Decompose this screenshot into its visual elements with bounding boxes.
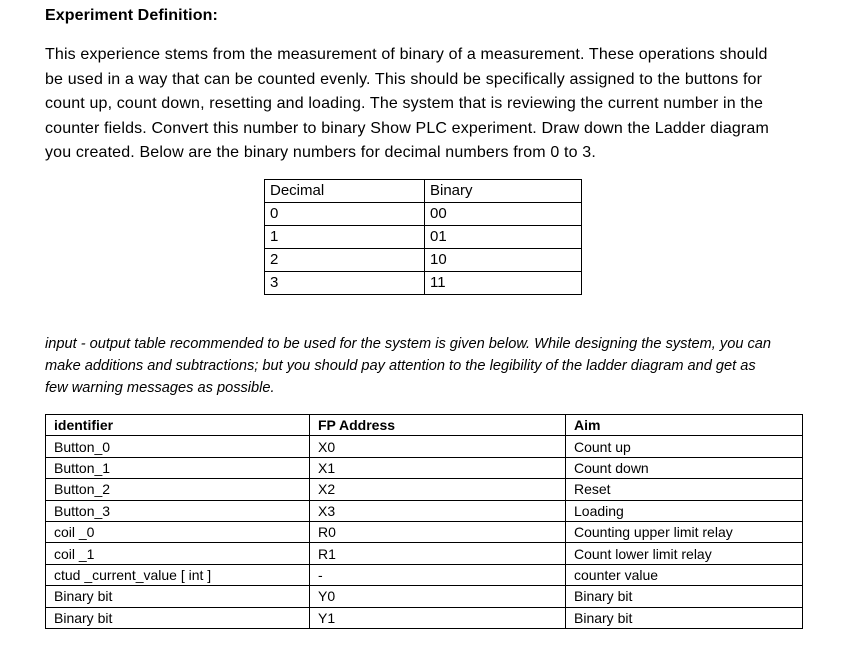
- identifier-cell: Button_3: [46, 500, 310, 521]
- description-line: counter fields. Convert this number to binary Show PLC experiment. Draw down the Ladder diagram: [45, 119, 769, 137]
- address-cell: X2: [310, 479, 566, 500]
- experiment-description: [45, 43, 810, 166]
- identifier-cell: Binary bit: [46, 607, 310, 628]
- table-header-row: [265, 180, 582, 203]
- address-cell: X3: [310, 500, 566, 521]
- header-identifier: identifier: [46, 415, 310, 436]
- binary-cell: 01: [425, 226, 582, 249]
- binary-cell: 11: [425, 272, 582, 295]
- io-table-note: [45, 333, 815, 399]
- address-cell: R1: [310, 543, 566, 564]
- header-aim: Aim: [566, 415, 803, 436]
- table-row: [265, 203, 582, 226]
- address-cell: Y1: [310, 607, 566, 628]
- binary-cell: 00: [425, 203, 582, 226]
- decimal-cell: 2: [265, 249, 425, 272]
- table-row: [46, 543, 803, 564]
- identifier-cell: Button_2: [46, 479, 310, 500]
- description-line: This experience stems from the measurement of binary of a measurement. These operations should: [45, 46, 768, 63]
- aim-cell: Count down: [566, 457, 803, 478]
- section-heading: Experiment Definition:: [45, 7, 218, 24]
- table-row: [46, 586, 803, 607]
- note-line: input - output table recommended to be used for the system is given below. While designing the system, you can: [45, 336, 772, 352]
- table-row: [265, 226, 582, 249]
- table-row: [265, 272, 582, 295]
- decimal-cell: 3: [265, 272, 425, 295]
- input-output-table: [45, 414, 803, 629]
- table-row: [46, 607, 803, 628]
- description-line: you created. Below are the binary numbers for decimal numbers from 0 to 3.: [45, 144, 596, 162]
- aim-cell: counter value: [566, 564, 803, 585]
- table-header-row: [46, 415, 803, 436]
- note-line: few warning messages as possible.: [45, 380, 275, 396]
- address-cell: -: [310, 564, 566, 585]
- note-line: make additions and subtractions; but you should pay attention to the legibility of the ladder diagram and get as: [45, 358, 756, 374]
- address-cell: R0: [310, 521, 566, 542]
- address-cell: Y0: [310, 586, 566, 607]
- identifier-cell: Binary bit: [46, 586, 310, 607]
- identifier-cell: Button_0: [46, 436, 310, 457]
- aim-cell: Count up: [566, 436, 803, 457]
- aim-cell: Binary bit: [566, 586, 803, 607]
- identifier-cell: coil _0: [46, 521, 310, 542]
- identifier-cell: Button_1: [46, 457, 310, 478]
- table-row: [265, 249, 582, 272]
- table-row: [46, 436, 803, 457]
- header-fp-address: FP Address: [310, 415, 566, 436]
- decimal-cell: 0: [265, 203, 425, 226]
- identifier-cell: ctud _current_value [ int ]: [46, 564, 310, 585]
- aim-cell: Reset: [566, 479, 803, 500]
- identifier-cell: coil _1: [46, 543, 310, 564]
- header-binary: Binary: [425, 180, 582, 203]
- aim-cell: Count lower limit relay: [566, 543, 803, 564]
- address-cell: X1: [310, 457, 566, 478]
- aim-cell: Loading: [566, 500, 803, 521]
- description-line: be used in a way that can be counted evenly. This should be specifically assigned to the buttons for: [45, 70, 763, 88]
- table-row: [46, 564, 803, 585]
- address-cell: X0: [310, 436, 566, 457]
- aim-cell: Binary bit: [566, 607, 803, 628]
- decimal-cell: 1: [265, 226, 425, 249]
- binary-cell: 10: [425, 249, 582, 272]
- aim-cell: Counting upper limit relay: [566, 521, 803, 542]
- table-row: [46, 521, 803, 542]
- table-row: [46, 500, 803, 521]
- description-line: count up, count down, resetting and loading. The system that is reviewing the current number in the: [45, 95, 764, 113]
- header-decimal: Decimal: [265, 180, 425, 203]
- table-row: [46, 479, 803, 500]
- table-row: [46, 457, 803, 478]
- decimal-binary-table: [264, 179, 582, 295]
